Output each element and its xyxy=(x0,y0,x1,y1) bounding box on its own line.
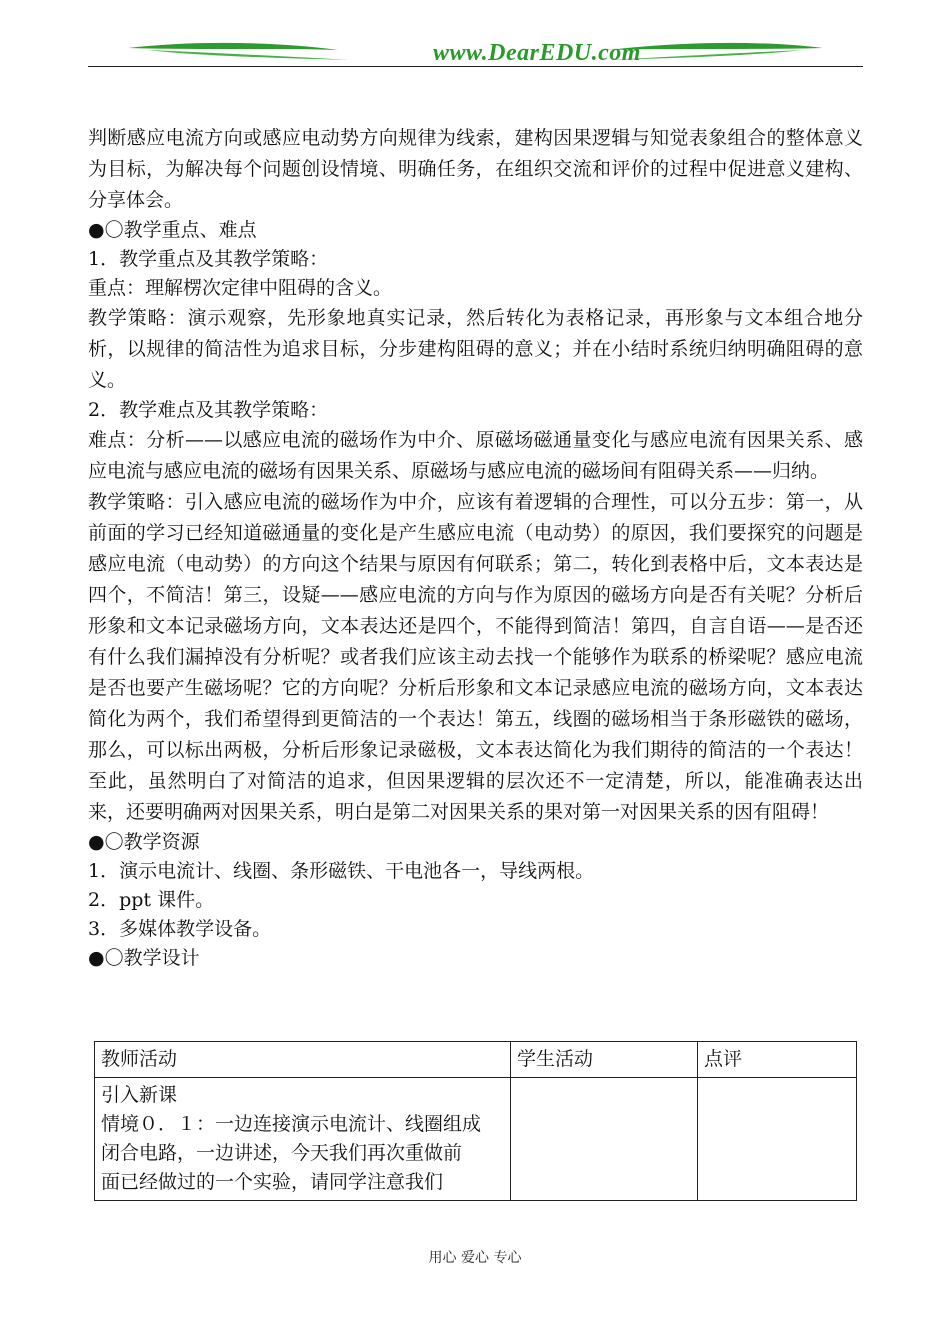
header-teacher-activity: 教师活动 xyxy=(95,1042,511,1078)
document-body xyxy=(88,123,863,973)
difficulty-text: 难点：分析——以感应电流的磁场作为中介、原磁场磁通量变化与感应电流有因果关系、感应电流与感应电流的磁场有因果关系、原磁场与感应电流的磁场间有阻碍关系——归纳。 xyxy=(88,429,863,482)
table-row xyxy=(95,1078,857,1201)
table-header-row xyxy=(95,1042,857,1078)
resource-item: 3．多媒体教学设备。 xyxy=(88,918,272,940)
comment-cell xyxy=(698,1078,857,1201)
header-comment: 点评 xyxy=(698,1042,857,1078)
key-point-heading: 1．教学重点及其教学策略： xyxy=(88,248,329,270)
resource-item: 1．演示电流计、线圈、条形磁铁、干电池各一，导线两根。 xyxy=(88,860,595,882)
key-point-text: 重点：理解楞次定律中阻碍的含义。 xyxy=(88,277,393,299)
cell-line: 面已经做过的一个实验，请同学注意我们 xyxy=(101,1171,444,1193)
student-activity-cell xyxy=(511,1078,698,1201)
cell-line: 引入新课 xyxy=(101,1084,178,1106)
intro-paragraph: 判断感应电流方向或感应电动势方向规律为线索，建构因果逻辑与知觉表象组合的整体意义为目标，为解决每个问题创设情境、明确任务，在组织交流和评价的过程中促进意义建构、分享体会。 xyxy=(88,127,863,211)
section-heading-resources: ●〇教学资源 xyxy=(88,831,200,853)
header-student-activity: 学生活动 xyxy=(511,1042,698,1078)
section-heading-key-points: ●〇教学重点、难点 xyxy=(88,219,257,241)
difficulty-strategy: 教学策略：引入感应电流的磁场作为中介，应该有着逻辑的合理性，可以分五步：第一，从前面的学习已经知道磁通量的变化是产生感应电流（电动势）的原因，我们要探究的问题是感应电流（电动势）的方向这个结果与原因有何联系；第二，转化到表格中后，文本表达是四个，不简洁！第三，设疑——感应电流的方向与作为原因的磁场方向是否有关呢？分析后形象和文本记录磁场方向，文本表达还是四个，不能得到简洁！第四，自言自语——是否还有什么我们漏掉没有分析呢？或者我们应该主动去找一个能够作为联系的桥梁呢？感应电流是否也要产生磁场呢？它的方向呢？分析后形象和文本记录感应电流的磁场方向，文本表达简化为两个，我们希望得到更简洁的一个表达！第五，线圈的磁场相当于条形磁铁的磁场，那么，可以标出两极，分析后形象记录磁极，文本表达简化为我们期待的简洁的一个表达！至此，虽然明白了对简洁的追求，但因果逻辑的层次还不一定清楚，所以，能准确表达出来，还要明确两对因果关系，明白是第二对因果关系的果对第一对因果关系的因有阻碍！ xyxy=(88,491,863,823)
cell-line: 情境０．１：一边连接演示电流计、线圈组成 xyxy=(101,1113,482,1135)
teacher-activity-cell xyxy=(95,1078,511,1201)
cell-line: 闭合电路，一边讲述，今天我们再次重做前 xyxy=(101,1142,463,1164)
section-heading-design: ●〇教学设计 xyxy=(88,947,200,969)
teaching-design-table xyxy=(94,1041,857,1201)
header-divider xyxy=(88,66,863,67)
difficulty-heading: 2．教学难点及其教学策略： xyxy=(88,399,329,421)
resource-item: 2．ppt 课件。 xyxy=(88,889,215,911)
site-logo-text: www.DearEDU.com xyxy=(433,40,641,66)
page-footer: 用心 爱心 专心 xyxy=(428,1250,522,1266)
key-point-strategy: 教学策略：演示观察，先形象地真实记录，然后转化为表格记录，再形象与文本组合地分析，以规律的简洁性为追求目标，分步建构阻碍的意义；并在小结时系统归纳明确阻碍的意义。 xyxy=(88,307,863,391)
